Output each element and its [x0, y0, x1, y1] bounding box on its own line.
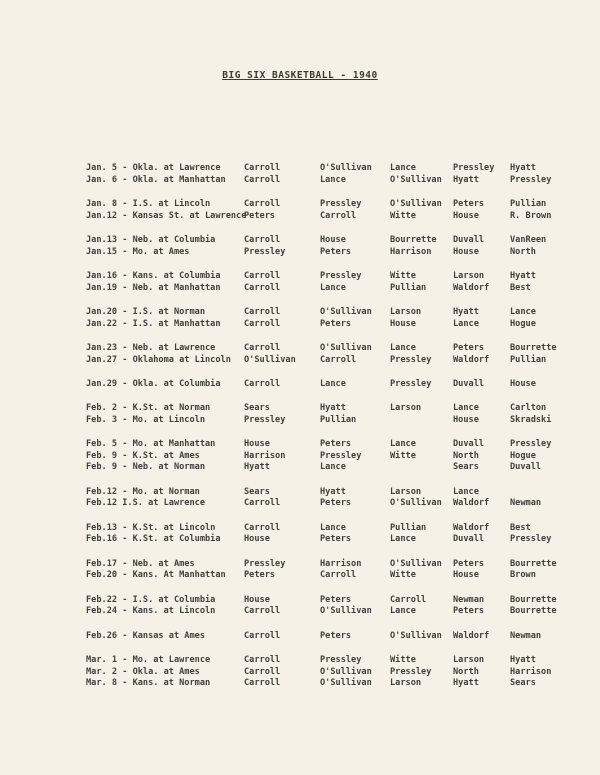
schedule-group [86, 379, 586, 391]
game-date-matchup: Feb.20 - Kans. At Manhattan [86, 570, 226, 581]
player-name: House [390, 318, 416, 329]
player-name: Lance [390, 534, 416, 545]
player-name: Pullian [510, 354, 547, 365]
player-name: Newman [510, 630, 542, 641]
player-name: Pullian [320, 414, 357, 425]
player-name: House [510, 378, 536, 389]
player-name: Lance [390, 342, 416, 353]
schedule-group [86, 487, 586, 510]
player-name: Pressley [390, 354, 432, 365]
player-name: Carroll [244, 498, 281, 509]
game-date-matchup: Feb.13 - K.St. at Lincoln [86, 522, 216, 533]
game-date-matchup: Jan.27 - Oklahoma at Lincoln [86, 354, 231, 365]
player-name: Peters [453, 342, 485, 353]
player-name: North [453, 666, 479, 677]
game-date-matchup: Feb. 3 - Mo. at Lincoln [86, 414, 205, 425]
player-name: Lance [453, 486, 479, 497]
game-date-matchup: Jan.15 - Mo. at Ames [86, 246, 190, 257]
player-name: Hyatt [453, 306, 479, 317]
player-name: North [510, 246, 536, 257]
player-name: VanReen [510, 234, 547, 245]
player-name: Peters [453, 198, 485, 209]
player-name: Peters [320, 246, 352, 257]
player-name: Newman [510, 498, 542, 509]
game-date-matchup: Mar. 2 - Okla. at Ames [86, 666, 200, 677]
player-name: Best [510, 522, 531, 533]
player-name: Carroll [244, 666, 281, 677]
game-date-matchup: Feb.17 - Neb. at Ames [86, 558, 195, 569]
player-name: Sears [510, 678, 536, 689]
player-name: Hyatt [453, 174, 479, 185]
game-date-matchup: Feb. 5 - Mo. at Manhattan [86, 439, 216, 450]
player-name: Carroll [244, 318, 281, 329]
schedule-row [86, 606, 586, 618]
player-name: Harrison [244, 450, 286, 461]
player-name: Pressley [320, 655, 362, 666]
game-date-matchup: Jan.23 - Neb. at Lawrence [86, 342, 216, 353]
player-name: Carlton [510, 403, 547, 414]
player-name: House [453, 570, 479, 581]
player-name: Carroll [244, 655, 281, 666]
player-name: Hyatt [244, 462, 270, 473]
game-date-matchup: Jan.13 - Neb. at Columbia [86, 234, 216, 245]
player-name: Carroll [244, 282, 281, 293]
game-date-matchup: Feb. 2 - K.St. at Norman [86, 403, 211, 414]
player-name: House [244, 594, 270, 605]
player-name: Pullian [390, 522, 427, 533]
schedule-group [86, 439, 586, 474]
schedule-row [86, 678, 586, 690]
game-date-matchup: Jan.16 - Kans. at Columbia [86, 270, 221, 281]
player-name: Hyatt [510, 163, 536, 173]
player-name: Pressley [244, 246, 286, 257]
schedule-row [86, 534, 586, 546]
game-date-matchup: Feb.12 - Mo. at Norman [86, 486, 200, 497]
player-name: O'Sullivan [320, 306, 372, 317]
player-name: Pressley [390, 378, 432, 389]
player-name: Hyatt [320, 486, 346, 497]
player-name: Waldorf [453, 354, 490, 365]
schedule-row [86, 487, 586, 499]
schedule-row [86, 247, 586, 259]
player-name: Carroll [244, 342, 281, 353]
player-name: Lance [390, 439, 416, 450]
player-name: Harrison [510, 666, 552, 677]
schedule-group [86, 235, 586, 258]
player-name: Pressley [390, 666, 432, 677]
game-date-matchup: Jan.19 - Neb. at Manhattan [86, 282, 221, 293]
player-name: Carroll [320, 570, 357, 581]
player-name: Carroll [244, 174, 281, 185]
player-name: Lance [390, 606, 416, 617]
schedule-group [86, 163, 586, 186]
player-name: Best [510, 282, 531, 293]
player-name: Larson [390, 403, 422, 414]
schedule-row [86, 283, 586, 295]
game-date-matchup: Feb.22 - I.S. at Columbia [86, 594, 216, 605]
player-name: Lance [320, 174, 346, 185]
schedule-group [86, 595, 586, 618]
player-name: O'Sullivan [320, 342, 372, 353]
player-name: House [244, 534, 270, 545]
player-name: Peters [320, 630, 352, 641]
player-name: Pressley [244, 414, 286, 425]
schedule-row [86, 667, 586, 679]
player-name: House [453, 210, 479, 221]
player-name: Peters [320, 318, 352, 329]
player-name: Peters [320, 534, 352, 545]
game-date-matchup: Jan.12 - Kansas St. at Lawrence [86, 210, 247, 221]
player-name: Lance [320, 282, 346, 293]
player-name: Carroll [390, 594, 427, 605]
player-name: Larson [453, 655, 485, 666]
player-name: Lance [510, 306, 536, 317]
title-text: BIG SIX BASKETBALL - 1940 [222, 70, 378, 81]
player-name: Duvall [453, 234, 485, 245]
game-date-matchup: Feb.24 - Kans. at Lincoln [86, 606, 216, 617]
player-name: O'Sullivan [320, 678, 372, 689]
game-date-matchup: Jan.22 - I.S. at Manhattan [86, 318, 221, 329]
schedule-row [86, 570, 586, 582]
game-date-matchup: Jan. 5 - Okla. at Lawrence [86, 163, 221, 173]
player-name: Pullian [390, 282, 427, 293]
schedule-group [86, 271, 586, 294]
player-name: Carroll [244, 678, 281, 689]
player-name: Larson [390, 678, 422, 689]
player-name: Hyatt [510, 270, 536, 281]
player-name: Larson [453, 270, 485, 281]
player-name: Waldorf [453, 630, 490, 641]
player-name: Peters [320, 439, 352, 450]
player-name: Waldorf [453, 498, 490, 509]
player-name: Hyatt [320, 403, 346, 414]
player-name: Lance [453, 403, 479, 414]
player-name: Pressley [320, 198, 362, 209]
player-name: Bourrette [510, 558, 557, 569]
game-date-matchup: Feb.12 I.S. at Lawrence [86, 498, 205, 509]
schedule-group [86, 307, 586, 330]
player-name: Pressley [510, 174, 552, 185]
game-date-matchup: Mar. 1 - Mo. at Lawrence [86, 655, 211, 666]
player-name: Peters [244, 570, 276, 581]
schedule-row [86, 175, 586, 187]
player-name: House [453, 246, 479, 257]
player-name: Pressley [244, 558, 286, 569]
game-date-matchup: Jan. 6 - Okla. at Manhattan [86, 174, 226, 185]
schedule-group [86, 523, 586, 546]
schedule-row [86, 211, 586, 223]
player-name: Waldorf [453, 522, 490, 533]
schedule-row [86, 355, 586, 367]
player-name: House [453, 414, 479, 425]
player-name: Carroll [320, 210, 357, 221]
schedule-row [86, 462, 586, 474]
player-name: Larson [390, 306, 422, 317]
player-name: Carroll [244, 378, 281, 389]
game-date-matchup: Jan.29 - Okla. at Columbia [86, 378, 221, 389]
player-name: Witte [390, 210, 416, 221]
player-name: Pressley [453, 163, 495, 173]
player-name: Carroll [244, 163, 281, 173]
schedule-group [86, 559, 586, 582]
player-name: House [320, 234, 346, 245]
schedule-row [86, 439, 586, 451]
schedule-row [86, 523, 586, 535]
player-name: Waldorf [453, 282, 490, 293]
player-name: Carroll [244, 270, 281, 281]
game-date-matchup: Feb. 9 - K.St. at Ames [86, 450, 200, 461]
player-name: Bourrette [510, 342, 557, 353]
player-name: Larson [390, 486, 422, 497]
player-name: Witte [390, 655, 416, 666]
player-name: O'Sullivan [244, 354, 296, 365]
player-name: Sears [244, 486, 270, 497]
player-name: Hogue [510, 318, 536, 329]
player-name: Brown [510, 570, 536, 581]
player-name: Lance [320, 378, 346, 389]
player-name: O'Sullivan [390, 198, 442, 209]
player-name: Duvall [453, 378, 485, 389]
schedule-group [86, 631, 586, 643]
schedule-row [86, 343, 586, 355]
player-name: Lance [390, 163, 416, 173]
player-name: Sears [453, 462, 479, 473]
schedule-row [86, 163, 586, 175]
schedule-group [86, 655, 586, 690]
player-name: O'Sullivan [320, 606, 372, 617]
player-name: Carroll [244, 306, 281, 317]
player-name: Hyatt [510, 655, 536, 666]
player-name: Pressley [510, 534, 552, 545]
game-date-matchup: Feb.16 - K.St. at Columbia [86, 534, 221, 545]
player-name: Duvall [453, 439, 485, 450]
player-name: Pressley [320, 270, 362, 281]
player-name: Pullian [510, 198, 547, 209]
schedule-row [86, 655, 586, 667]
player-name: Duvall [510, 462, 542, 473]
player-name: Carroll [244, 198, 281, 209]
player-name: Peters [453, 558, 485, 569]
schedule-row [86, 319, 586, 331]
player-name: Lance [320, 462, 346, 473]
player-name: O'Sullivan [390, 174, 442, 185]
player-name: O'Sullivan [320, 163, 372, 173]
schedule-row [86, 498, 586, 510]
player-name: North [453, 450, 479, 461]
player-name: Skradski [510, 414, 552, 425]
player-name: Newman [453, 594, 485, 605]
schedule-row [86, 271, 586, 283]
player-name: Lance [453, 318, 479, 329]
schedule-row [86, 595, 586, 607]
player-name: Harrison [390, 246, 432, 257]
game-date-matchup: Mar. 8 - Kans. at Norman [86, 678, 211, 689]
player-name: Pressley [510, 439, 552, 450]
player-name: R. Brown [510, 210, 552, 221]
player-name: Peters [453, 606, 485, 617]
player-name: Bourrette [510, 606, 557, 617]
schedule-row [86, 199, 586, 211]
game-date-matchup: Feb. 9 - Neb. at Norman [86, 462, 205, 473]
player-name: Carroll [244, 522, 281, 533]
schedule-row [86, 451, 586, 463]
player-name: Duvall [453, 534, 485, 545]
player-name: Carroll [244, 234, 281, 245]
schedule-group [86, 199, 586, 222]
game-date-matchup: Jan. 8 - I.S. at Lincoln [86, 198, 211, 209]
game-date-matchup: Feb.26 - Kansas at Ames [86, 630, 205, 641]
player-name: Carroll [244, 630, 281, 641]
player-name: Witte [390, 570, 416, 581]
player-name: Hyatt [453, 678, 479, 689]
player-name: Harrison [320, 558, 362, 569]
player-name: O'Sullivan [390, 558, 442, 569]
player-name: House [244, 439, 270, 450]
page-title [0, 70, 600, 81]
player-name: Witte [390, 450, 416, 461]
player-name: Peters [320, 498, 352, 509]
player-name: O'Sullivan [390, 498, 442, 509]
player-name: Peters [320, 594, 352, 605]
schedule-row [86, 307, 586, 319]
schedule-row [86, 403, 586, 415]
schedule-row [86, 631, 586, 643]
player-name: Peters [244, 210, 276, 221]
player-name: Sears [244, 403, 270, 414]
schedule-row [86, 379, 586, 391]
player-name: Bourrette [510, 594, 557, 605]
schedule-list [86, 163, 586, 703]
schedule-row [86, 235, 586, 247]
schedule-row [86, 415, 586, 427]
player-name: O'Sullivan [390, 630, 442, 641]
player-name: Pressley [320, 450, 362, 461]
player-name: Witte [390, 270, 416, 281]
player-name: Lance [320, 522, 346, 533]
player-name: Hogue [510, 450, 536, 461]
player-name: Bourrette [390, 234, 437, 245]
player-name: Carroll [244, 606, 281, 617]
schedule-group [86, 343, 586, 366]
player-name: Carroll [320, 354, 357, 365]
player-name: O'Sullivan [320, 666, 372, 677]
schedule-group [86, 403, 586, 426]
game-date-matchup: Jan.20 - I.S. at Norman [86, 306, 205, 317]
schedule-row [86, 559, 586, 571]
